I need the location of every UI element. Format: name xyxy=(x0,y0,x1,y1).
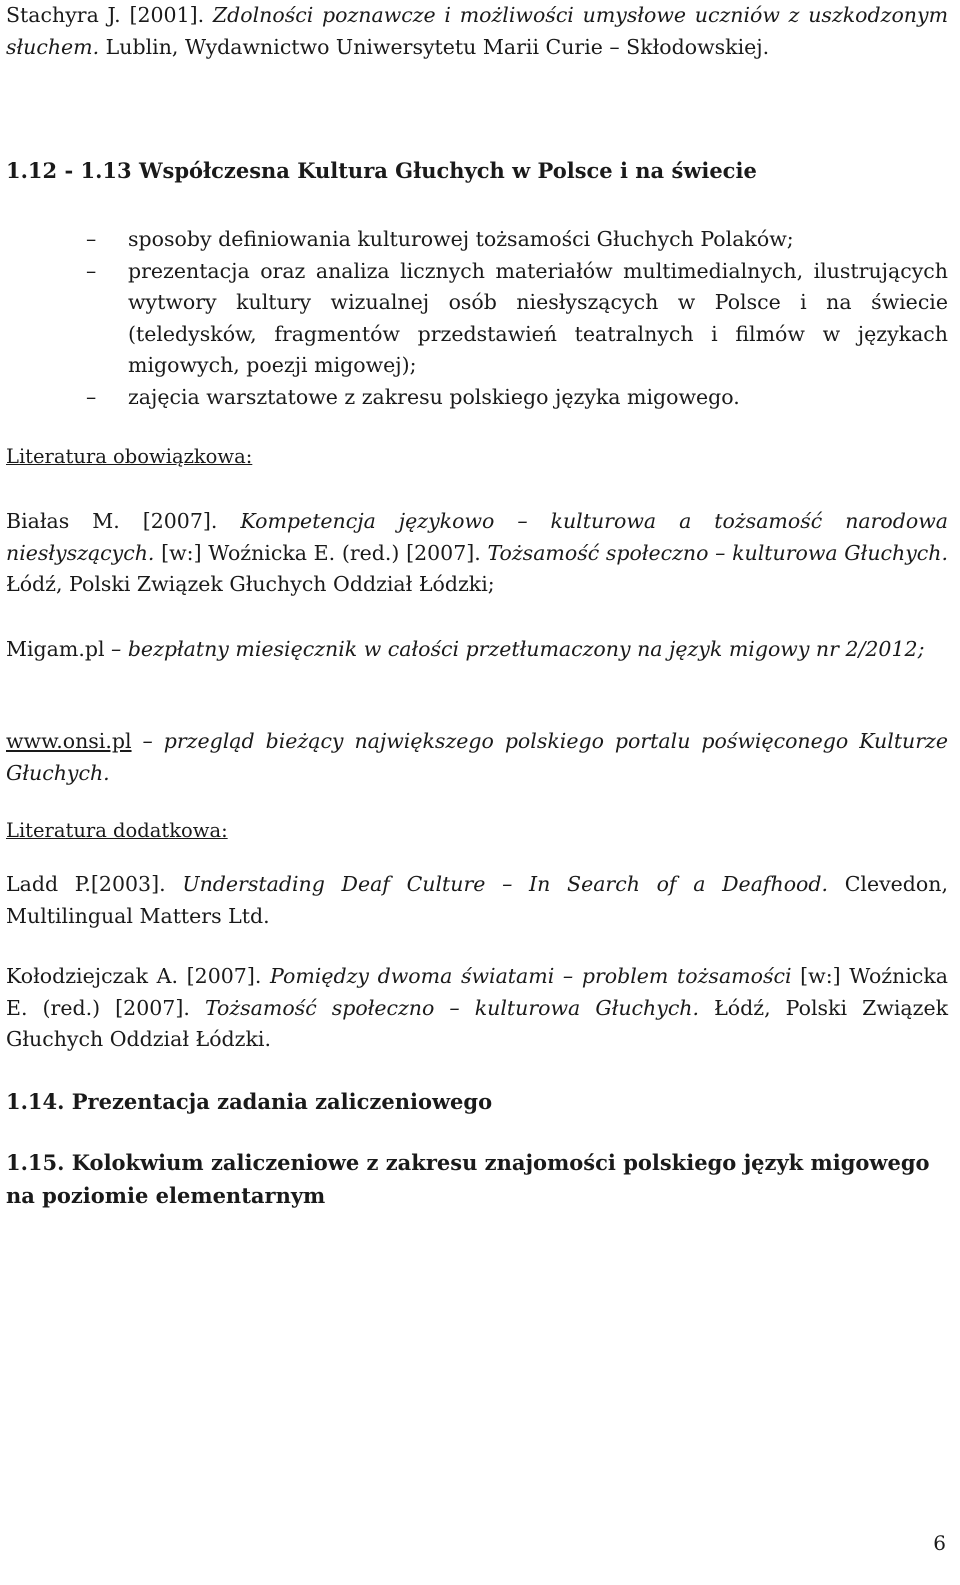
ref-title: Zdolności poznawcze i możliwości umysłowe uczniów z uszkodzonym słuchem. xyxy=(6,3,949,59)
reference-stachyra xyxy=(6,0,948,63)
literature-additional-label: Literatura dodatkowa: xyxy=(6,819,228,842)
reference-onsi: www.onsi.pl – przegląd bieżący największego polskiego portalu poświęconego Kulturze Głuchych. xyxy=(6,729,948,785)
section-heading-1-14: 1.14. Prezentacja zadania zaliczeniowego xyxy=(6,1089,493,1114)
section-heading-1-15: 1.15. Kolokwium zaliczeniowe z zakresu znajomości polskiego język migowego na poziomie elementarnym xyxy=(6,1150,930,1208)
list-item: – sposoby definiowania kulturowej tożsamości Głuchych Polaków; xyxy=(6,224,948,256)
list-item: – prezentacja oraz analiza licznych materiałów multimedialnych, ilustrujących wytwory kultury wizualnej osób niesłyszących w Polsce i na świecie (teledysków, fragmentów przedstawień teatralnych i filmów w językach migowych, poezji migowej); xyxy=(6,256,948,382)
reference-migam: Migam.pl – bezpłatny miesięcznik w całości przetłumaczony na język migowy nr 2/2012; xyxy=(6,637,925,661)
reference-kolodziejczak: Kołodziejczak A. [2007]. Pomiędzy dwoma światami – problem tożsamości [w:] Woźnicka E. (red.) [2007]. Tożsamość społeczno – kulturowa Głuchych. Łódź, Polski Związek Głuchych Oddział Łódzki. xyxy=(6,964,949,1051)
page-number: 6 xyxy=(933,1531,946,1555)
dash-bullet: – xyxy=(86,384,97,409)
reference-bialas: Białas M. [2007]. Kompetencja językowo – kulturowa a tożsamość narodowa niesłyszących. [w:] Woźnicka E. (red.) [2007]. Tożsamość społeczno – kulturowa Głuchych. Łódź, Polski Związek Głuchych Oddział Łódzki; xyxy=(6,509,949,596)
onsi-link[interactable]: www.onsi.pl xyxy=(6,729,132,753)
literature-required-label: Literatura obowiązkowa: xyxy=(6,445,253,468)
section-heading-1-13: 1.12 - 1.13 Współczesna Kultura Głuchych w Polsce i na świecie xyxy=(6,158,757,183)
ref-author: Stachyra J. [2001]. xyxy=(6,3,213,27)
list-item: – zajęcia warsztatowe z zakresu polskiego języka migowego. xyxy=(6,382,948,414)
topics-list xyxy=(6,224,948,413)
migam-title: Migam.pl xyxy=(6,637,105,661)
dash-bullet: – xyxy=(86,258,97,283)
dash-bullet: – xyxy=(86,227,97,251)
reference-ladd: Ladd P.[2003]. Understading Deaf Culture – In Search of a Deafhood. Clevedon, Multilingual Matters Ltd. xyxy=(6,872,948,928)
ref-publisher: Lublin, Wydawnictwo Uniwersytetu Marii Curie – Skłodowskiej. xyxy=(99,34,770,59)
